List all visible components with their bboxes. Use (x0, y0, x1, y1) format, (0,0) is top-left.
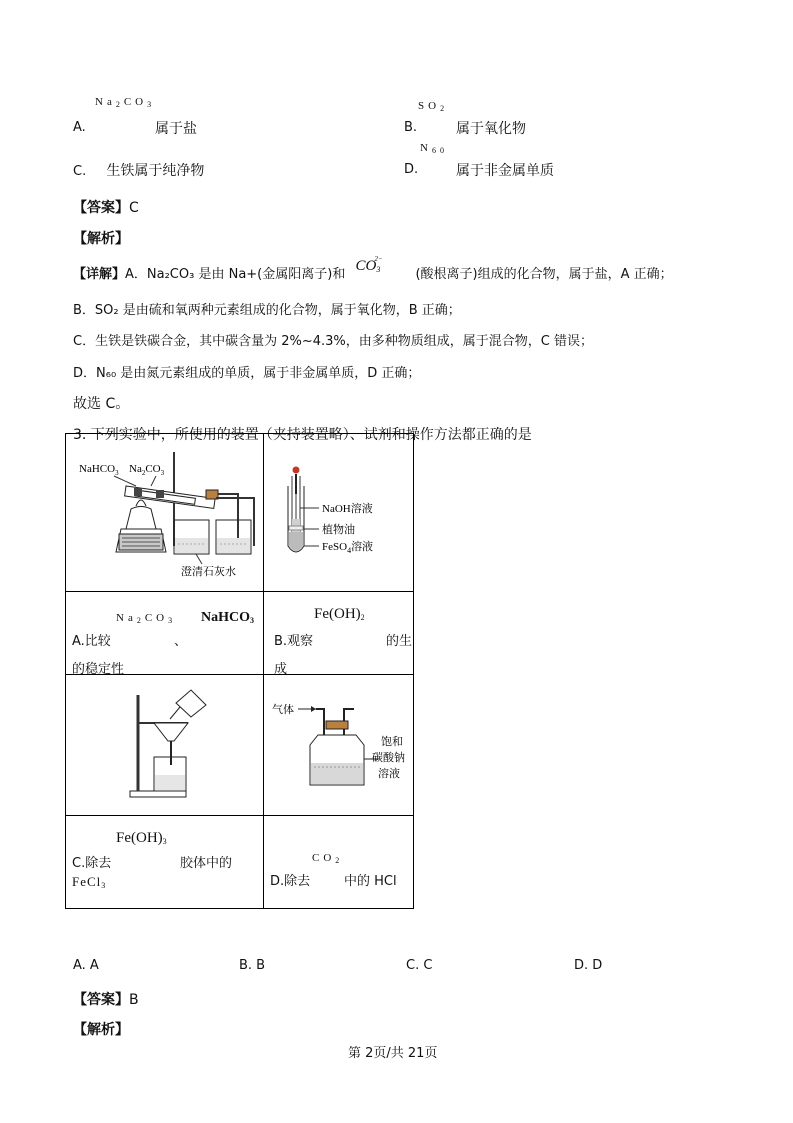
formula-fecl3: FeCl$_3$ (72, 874, 107, 890)
formula-feoh2: $Fe(OH)_2$ (314, 606, 365, 622)
label-naoh: NaOH溶液 (322, 503, 373, 515)
formula-feoh3: $Fe(OH)_3$ (116, 830, 167, 846)
option-letter: B. (404, 120, 418, 135)
option-text: 属于非金属单质 (456, 163, 554, 179)
q2-option-c (73, 160, 204, 180)
label-oil: 植物油 (322, 524, 355, 536)
cell-a-sep: 、 (174, 634, 188, 649)
cell-a-text (66, 592, 264, 675)
q2-detail-line-c: C．生铁是铁碳合金，其中碳含量为 2%~4.3%，由多种物质组成，属于混合物，C 错误； (73, 334, 593, 349)
cell-c-prefix: C.除去 (72, 856, 112, 871)
q3-stem: 3. 下列实验中，所使用的装置（夹持装置略）、试剂和操作方法都正确的是 (73, 427, 532, 443)
cell-a-prefix: A.比较 (72, 634, 111, 649)
cell-b-image (264, 434, 414, 592)
option-text: 属于氧化物 (456, 121, 526, 137)
formula-na2co3: $Na_2CO_3$ (116, 612, 177, 625)
choice-a[interactable]: A. A (73, 958, 99, 973)
apparatus-a-svg (66, 434, 263, 587)
q2-analysis-label: 【解析】 (73, 231, 129, 247)
q3-answer: 【答案】B (73, 992, 139, 1008)
q3-analysis-label: 【解析】 (73, 1022, 129, 1038)
cell-c-text (66, 816, 264, 909)
option-text: 生铁属于纯净物 (106, 163, 205, 179)
option-letter: C. (73, 164, 87, 179)
cell-d-image (264, 675, 414, 816)
cell-d-suffix: 中的 HCl (344, 874, 397, 889)
choice-c[interactable]: C. C (406, 958, 433, 973)
q2-detail-line-d: D．N₆₀ 是由氮元素组成的单质，属于非金属单质，D 正确； (73, 366, 421, 381)
label-limewater: 澄清石灰水 (181, 566, 236, 578)
label-solution: 溶液 (378, 768, 400, 780)
apparatus-c-svg (66, 675, 263, 811)
apparatus-b-svg (264, 434, 413, 587)
cell-c-middle: 胶体中的 (180, 856, 233, 871)
q2-conclusion: 故选 C。 (73, 396, 130, 412)
cell-b-suffix1: 的生 (386, 634, 413, 649)
label-nahco3: NaHCO$_3$ (79, 463, 119, 477)
experiment-table (65, 433, 414, 909)
formula-n60: $N_{60}$ (420, 142, 448, 155)
cell-d-prefix: D.除去 (270, 874, 311, 889)
q2-answer: 【答案】C (73, 200, 139, 216)
choice-d[interactable]: D. D (574, 958, 603, 973)
apparatus-d-svg (264, 675, 413, 811)
cell-a-suffix: 的稳定性 (72, 662, 125, 677)
formula-nahco3: NaHCO$_3$ (201, 610, 254, 625)
cell-b-suffix2: 成 (274, 662, 288, 677)
page-footer: 第 2页/共 21页 (348, 1046, 438, 1061)
q2-detail-line-b: B．SO₂ 是由硫和氧两种元素组成的化合物，属于氧化物，B 正确； (73, 303, 461, 318)
formula-na2co3: $Na_2CO_3$ (95, 96, 156, 109)
cell-d-text (264, 816, 414, 909)
formula-co2: $CO_2$ (312, 852, 344, 865)
label-saturated: 饱和 (381, 736, 403, 748)
cell-b-prefix: B.观察 (274, 634, 314, 649)
cell-c-image (66, 675, 264, 816)
choice-b[interactable]: B. B (239, 958, 266, 973)
label-gas: 气体 (272, 704, 294, 716)
cell-b-text (264, 592, 414, 675)
option-text: 属于盐 (155, 121, 197, 137)
cell-a-image (66, 434, 264, 592)
label-feso4: FeSO$_4$溶液 (322, 541, 374, 555)
label-sodium-carbonate: 碳酸钠 (372, 752, 405, 764)
label-na2co3: $Na_2CO_3$ (129, 463, 165, 477)
q2-detail-line-a: 【详解】A．Na₂CO₃ 是由 Na+(金属阳离子)和 $CO_3^{2-}$ (酸根离子)组成的化合物，属于盐，A 正确； (73, 255, 673, 282)
formula-so2: $SO_2$ (418, 100, 449, 113)
option-letter: D. (404, 162, 419, 177)
option-letter: A. (73, 120, 86, 135)
